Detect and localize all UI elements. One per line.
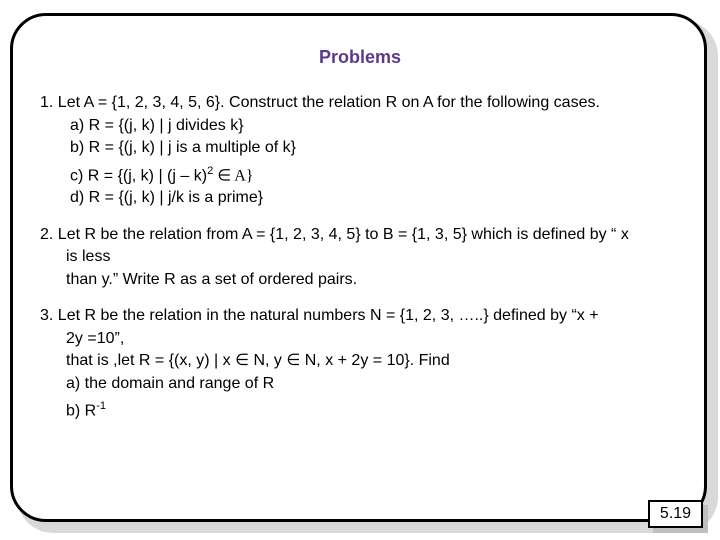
slide-title: Problems <box>318 47 402 67</box>
problem-3-line-2: 2y =10”, <box>66 329 125 347</box>
slide-number <box>648 500 708 530</box>
problem-2-line-2: is less <box>66 248 111 266</box>
problem-1-case-b: b) R = {(j, k) | j is a multiple of k} <box>70 139 297 156</box>
case-c-membership: ∈ A} <box>213 166 254 184</box>
problem-1-case-d: d) R = {(j, k) | j/k is a prime} <box>70 189 264 207</box>
problem-3-part-b <box>40 395 690 423</box>
problem-2 <box>40 224 690 292</box>
case-c-text: c) R = {(j, k) | (j – k) <box>70 166 208 184</box>
problem-1-case-a: a) R = {(j, k) | j divides k} <box>70 116 244 134</box>
slide-content <box>40 92 690 423</box>
problem-1-statement: 1. Let A = {1, 2, 3, 4, 5, 6}. Construct the relation R on A for the following cases. <box>40 94 600 111</box>
problem-3-line-3: that is ,let R = {(x, y) | x ∈ N, y ∈ N, x + 2y = 10}. Find <box>66 352 450 370</box>
problem-2-line-1: 2. Let R be the relation from A = {1, 2, 3, 4, 5} to B = {1, 3, 5} which is defined by “ x <box>40 225 629 243</box>
problem-3 <box>40 305 690 423</box>
problem-2-line-3: than y.” Write R as a set of ordered pairs. <box>66 270 358 288</box>
part-b-exponent: -1 <box>96 400 107 413</box>
problem-1 <box>40 92 690 210</box>
spacer <box>40 210 690 224</box>
problem-3-part-a: a) the domain and range of R <box>66 374 275 392</box>
problem-1-case-c <box>40 160 690 188</box>
case-c-exponent: 2 <box>207 164 214 177</box>
slide-number-box: 5.19 <box>648 500 703 528</box>
problem-3-line-1: 3. Let R be the relation in the natural numbers N = {1, 2, 3, …..} defined by “x + <box>40 307 599 325</box>
spacer <box>40 291 690 305</box>
part-b-text: b) R <box>66 402 97 420</box>
